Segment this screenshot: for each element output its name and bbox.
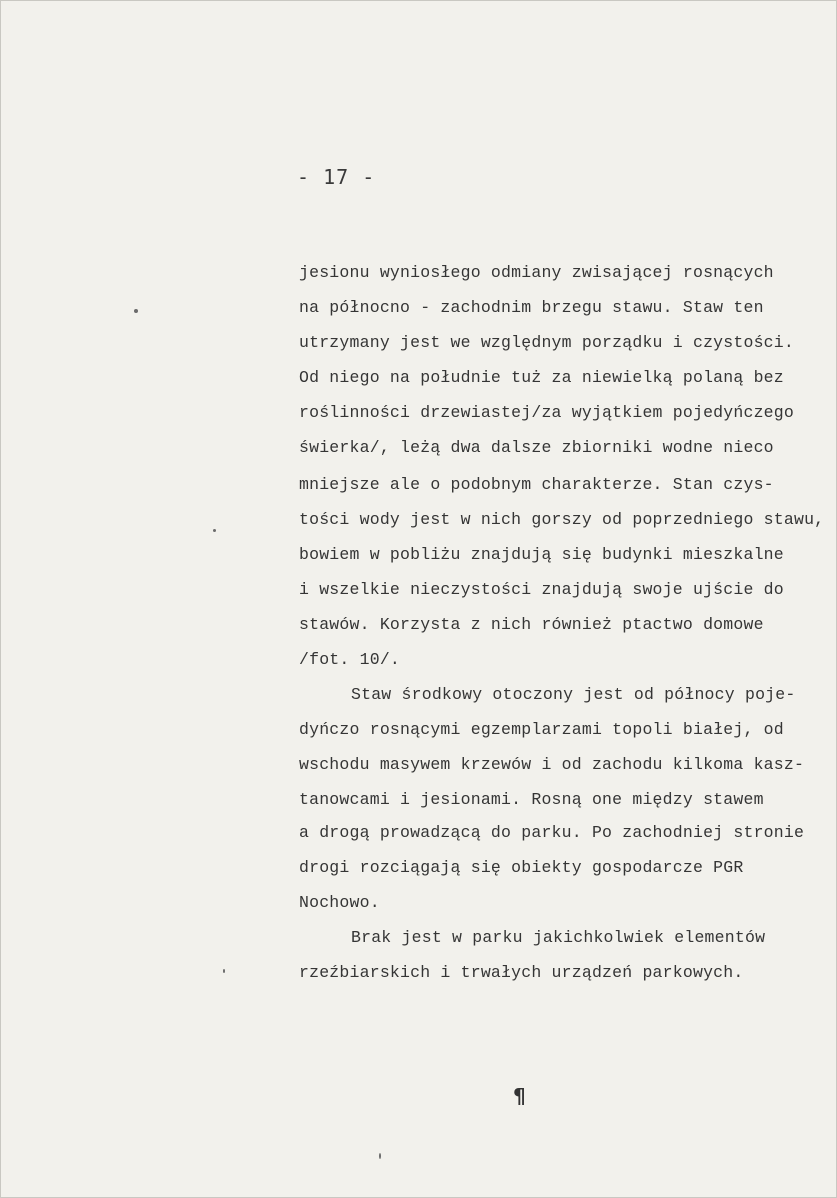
text-line: Staw środkowy otoczony jest od północy poje- <box>351 685 796 704</box>
scan-speck <box>379 1153 381 1159</box>
text-line: utrzymany jest we względnym porządku i czystości. <box>299 333 794 352</box>
text-line: roślinności drzewiastej/za wyjątkiem pojedyńczego <box>299 403 794 422</box>
text-line: Nochowo. <box>299 893 380 912</box>
scan-speck <box>213 529 216 532</box>
text-line: Od niego na południe tuż za niewielką polaną bez <box>299 368 784 387</box>
scan-speck <box>134 309 138 313</box>
text-line: i wszelkie nieczystości znajdują swoje ujście do <box>299 580 784 599</box>
text-line: stawów. Korzysta z nich również ptactwo domowe <box>299 615 764 634</box>
page-number: - 17 - <box>297 165 376 189</box>
text-line: wschodu masywem krzewów i od zachodu kilkoma kasz- <box>299 755 805 774</box>
text-line: drogi rozciągają się obiekty gospodarcze PGR <box>299 858 744 877</box>
text-line: mniejsze ale o podobnym charakterze. Stan czys- <box>299 475 774 494</box>
text-line: tanowcami i jesionami. Rosną one między stawem <box>299 790 764 809</box>
text-line: a drogą prowadzącą do parku. Po zachodniej stronie <box>299 823 805 842</box>
text-line: na północno - zachodnim brzegu stawu. Staw ten <box>299 298 764 317</box>
text-line: jesionu wyniosłego odmiany zwisającej rosnących <box>299 263 774 282</box>
scan-speck <box>223 969 225 973</box>
text-line: bowiem w pobliżu znajdują się budynki mieszkalne <box>299 545 784 564</box>
text-line: tości wody jest w nich gorszy od poprzedniego stawu, <box>299 510 825 529</box>
text-line: Brak jest w parku jakichkolwiek elementów <box>351 928 766 947</box>
text-line: dyńczo rosnącymi egzemplarzami topoli białej, od <box>299 720 784 739</box>
text-line: /fot. 10/. <box>299 650 401 669</box>
bottom-ink-mark: ¶ <box>513 1084 526 1108</box>
text-line: rzeźbiarskich i trwałych urządzeń parkowych. <box>299 963 744 982</box>
text-line: świerka/, leżą dwa dalsze zbiorniki wodne nieco <box>299 438 774 457</box>
